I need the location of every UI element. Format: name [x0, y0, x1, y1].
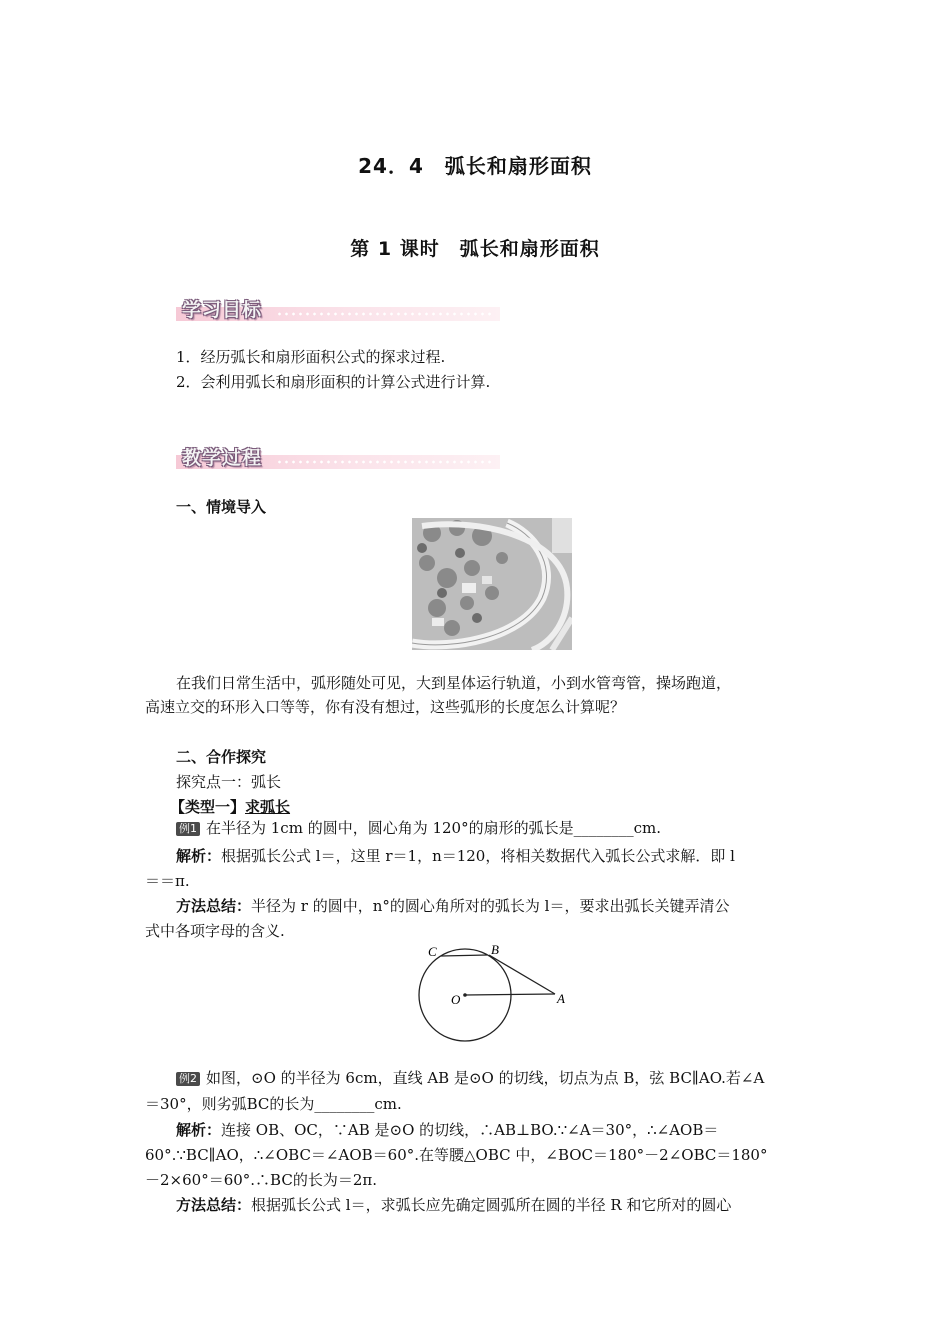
intro-text-line-2: 高速立交的环形入口等等，你有没有想过，这些弧形的长度怎么计算呢？ [145, 698, 626, 716]
ex2-analysis-label: 解析： [176, 1121, 222, 1139]
tangent-ab [489, 955, 555, 994]
process-banner-label: 教学过程 [182, 447, 263, 469]
example-2-line-2: ＝30°，则劣弧BC的长为________cm. [145, 1095, 402, 1113]
segment-oa [465, 994, 555, 995]
label-b: B [491, 942, 499, 957]
process-banner [176, 446, 500, 472]
ex2-analysis-line-1 [176, 1120, 718, 1140]
label-c: C [428, 944, 437, 959]
ex2-method-line-1 [176, 1195, 731, 1215]
ex2-analysis-text: 连接 OB、OC，∵AB 是⊙O 的切线，∴AB⊥BO.∵∠A＝30°，∴∠AOB＝ [221, 1121, 719, 1139]
example-1 [176, 818, 661, 838]
lesson-title: 24．4 弧长和扇形面积 [358, 154, 592, 178]
ex1-method-line-2: 式中各项字母的含义. [145, 922, 285, 940]
example-1-text: 在半径为 1cm 的圆中，圆心角为 120°的扇形的弧长是________cm. [206, 819, 661, 837]
objectives-banner-label: 学习目标 [182, 299, 263, 321]
section-intro-title: 一、情境导入 [176, 498, 267, 516]
label-a: A [557, 991, 565, 1006]
type1-heading [170, 797, 290, 817]
example-1-badge: 例1 [176, 822, 200, 836]
ex1-analysis-text: 根据弧长公式 l＝，这里 r＝1，n＝120，将相关数据代入弧长公式求解．即 l [221, 847, 735, 865]
section-explore-title: 二、合作探究 [176, 748, 267, 766]
interchange-photo [412, 518, 572, 650]
ex1-analysis-label: 解析： [176, 847, 222, 865]
label-o: O [451, 992, 461, 1007]
ex2-method-label: 方法总结： [176, 1196, 252, 1214]
objective-1: 1．经历弧长和扇形面积公式的探求过程. [176, 348, 446, 366]
ex1-method-label: 方法总结： [176, 897, 252, 915]
ex1-method-line-1 [176, 896, 729, 916]
type1-bracket: 【类型一】 [170, 798, 246, 816]
objective-2: 2．会利用弧长和扇形面积的计算公式进行计算. [176, 373, 491, 391]
explore-point: 探究点一：弧长 [176, 773, 282, 791]
type1-name: 求弧长 [245, 798, 291, 816]
tangent-circle-figure [410, 940, 580, 1070]
intro-text-line-1: 在我们日常生活中，弧形随处可见，大到星体运行轨道，小到水管弯管，操场跑道， [176, 674, 732, 692]
chord-bc [441, 955, 487, 956]
ex2-method-text: 根据弧长公式 l＝，求弧长应先确定圆弧所在圆的半径 R 和它所对的圆心 [251, 1196, 732, 1214]
lesson-subtitle: 第 1 课时 弧长和扇形面积 [350, 238, 600, 260]
ex1-analysis-line-2: ＝＝π. [145, 872, 190, 890]
example-2-badge: 例2 [176, 1072, 200, 1086]
ex2-analysis-line-2: 60°.∵BC∥AO，∴∠OBC＝∠AOB＝60°.在等腰△OBC 中，∠BOC＝180°－2∠OBC＝180° [145, 1146, 768, 1164]
example-2-text: 如图，⊙O 的半径为 6cm，直线 AB 是⊙O 的切线，切点为点 B，弦 BC∥AO.若∠A [206, 1069, 765, 1087]
ex1-method-text: 半径为 r 的圆中，n°的圆心角所对的弧长为 l＝，要求出弧长关键弄清公 [251, 897, 730, 915]
center-point [463, 993, 467, 997]
example-2-line-1 [176, 1068, 764, 1088]
objectives-banner [176, 298, 500, 324]
ex1-analysis-line-1 [176, 846, 735, 866]
ex2-analysis-line-3: －2×60°＝60°.∴BC的长为＝2π. [145, 1171, 378, 1189]
